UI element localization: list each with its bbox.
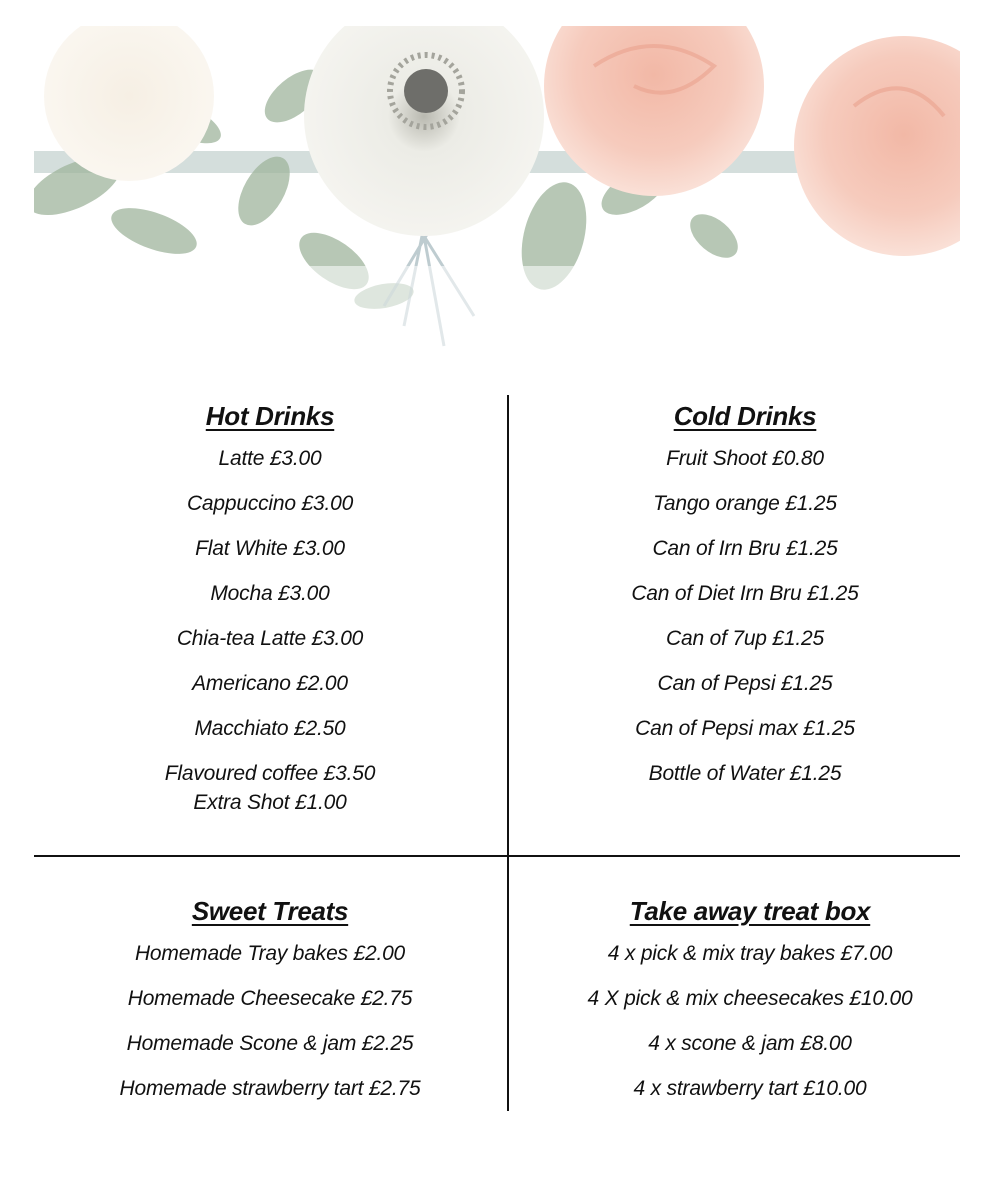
menu-item: 4 x scone & jam £8.00	[648, 1032, 852, 1055]
floral-banner	[34, 26, 960, 366]
menu-item: 4 x strawberry tart £10.00	[633, 1077, 867, 1100]
menu-item: Extra Shot £1.00	[193, 791, 347, 814]
menu-item: Bottle of Water £1.25	[648, 762, 842, 785]
horizontal-divider	[34, 855, 960, 857]
menu-item: Fruit Shoot £0.80	[666, 447, 824, 470]
menu-item: Latte £3.00	[218, 447, 322, 470]
flower-illustration-icon	[34, 26, 960, 366]
menu-item: Flavoured coffee £3.50	[164, 762, 376, 785]
menu-item: Can of Pepsi max £1.25	[635, 717, 855, 740]
menu-item: Homemade Cheesecake £2.75	[127, 987, 413, 1010]
sweet-treats-section	[50, 895, 490, 1121]
menu-item: Can of Pepsi £1.25	[657, 672, 833, 695]
cold-drinks-heading: Cold Drinks	[673, 401, 817, 431]
menu-item: 4 X pick & mix cheesecakes £10.00	[587, 987, 913, 1010]
menu-item: 4 x pick & mix tray bakes £7.00	[607, 942, 893, 965]
menu-item: Can of Irn Bru £1.25	[652, 537, 838, 560]
menu-item: Macchiato £2.50	[194, 717, 346, 740]
treat-box-section	[520, 895, 980, 1121]
menu-item: Can of Diet Irn Bru £1.25	[631, 582, 859, 605]
menu-item: Homemade Tray bakes £2.00	[134, 942, 406, 965]
hot-drinks-section	[50, 400, 490, 815]
vertical-divider	[507, 395, 509, 1111]
treat-box-heading: Take away treat box	[629, 896, 871, 926]
menu-item: Homemade strawberry tart £2.75	[119, 1077, 421, 1100]
cold-drinks-section	[525, 400, 965, 806]
menu-item: Tango orange £1.25	[653, 492, 837, 515]
menu-item: Mocha £3.00	[210, 582, 330, 605]
menu-item: Homemade Scone & jam £2.25	[126, 1032, 414, 1055]
menu-item: Americano £2.00	[192, 672, 348, 695]
menu-item: Cappuccino £3.00	[186, 492, 354, 515]
menu-item: Flat White £3.00	[195, 537, 345, 560]
menu-item: Chia-tea Latte £3.00	[176, 627, 364, 650]
sweet-treats-heading: Sweet Treats	[191, 896, 349, 926]
hot-drinks-heading: Hot Drinks	[205, 401, 335, 431]
menu-item: Can of 7up £1.25	[666, 627, 824, 650]
